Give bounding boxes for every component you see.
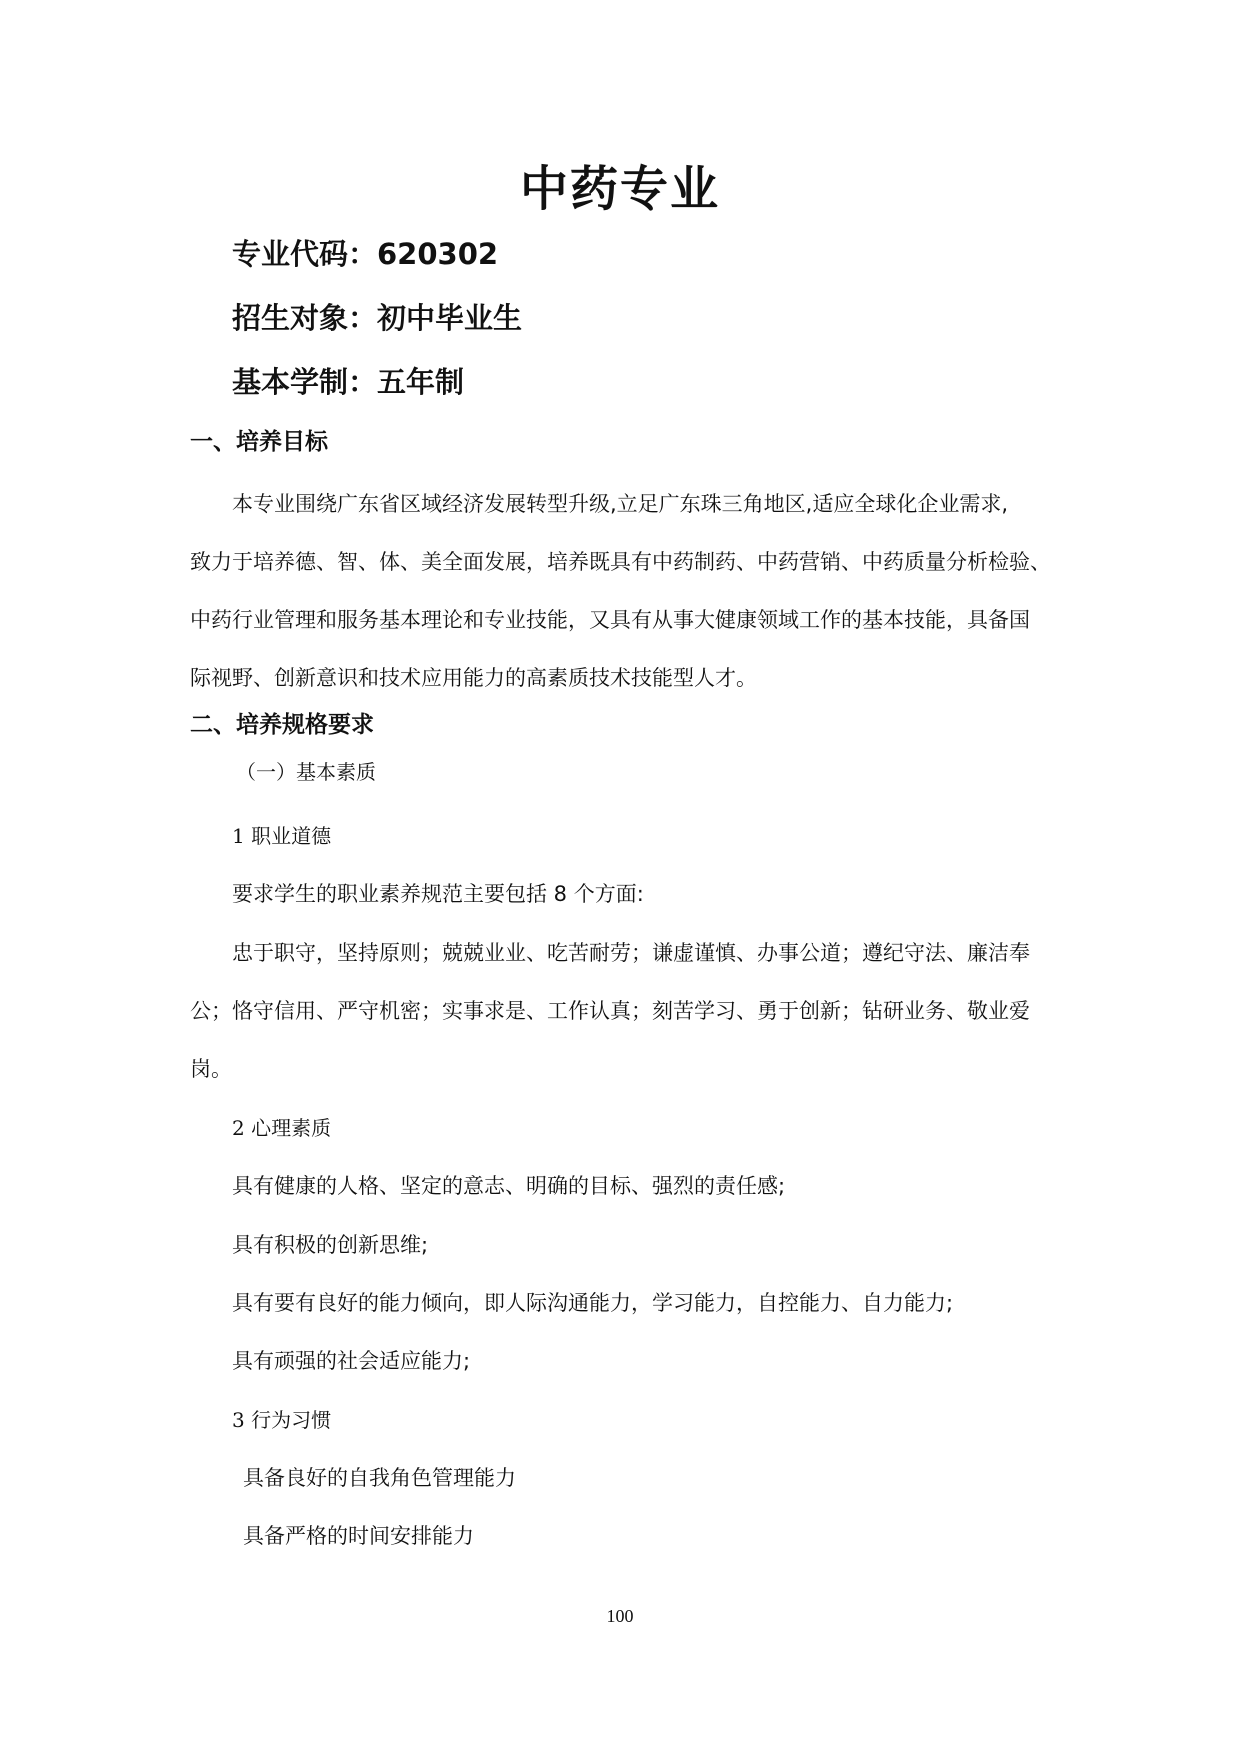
objectives-line: 本专业围绕广东省区域经济发展转型升级,立足广东珠三角地区,适应全球化企业需求, [232,492,1009,516]
section-heading-requirements: 二、培养规格要求 [190,712,374,738]
study-duration: 基本学制：五年制 [232,365,465,399]
ethics-line: 忠于职守，坚持原则；兢兢业业、吃苦耐劳；谦虚谨慎、办事公道；遵纪守法、廉洁奉 [232,941,1030,965]
page-number: 100 [606,1606,634,1626]
ethics-line: 公；恪守信用、严守机密；实事求是、工作认真；刻苦学习、勇于创新；钻研业务、敬业爱 [190,999,1030,1023]
item-title: 2 心理素质 [232,1116,332,1140]
objectives-line: 致力于培养德、智、体、美全面发展，培养既具有中药制药、中药营销、中药质量分析检验、 [190,550,1051,574]
item-intro: 要求学生的职业素养规范主要包括 8 个方面: [232,882,644,906]
objectives-line: 中药行业管理和服务基本理论和专业技能，又具有从事大健康领域工作的基本技能，具备国 [190,608,1030,632]
subsection-heading: （一）基本素质 [236,760,376,784]
objectives-line: 际视野、创新意识和技术应用能力的高素质技术技能型人才。 [190,666,757,690]
item-title: 3 行为习惯 [232,1408,332,1432]
psychology-line: 具有积极的创新思维; [232,1233,429,1257]
ethics-line: 岗。 [190,1057,232,1081]
psychology-line: 具有要有良好的能力倾向，即人际沟通能力，学习能力，自控能力、自力能力; [232,1291,954,1315]
psychology-line: 具有顽强的社会适应能力; [232,1349,471,1373]
psychology-line: 具有健康的人格、坚定的意志、明确的目标、强烈的责任感; [232,1174,786,1198]
behavior-line: 具备严格的时间安排能力 [243,1524,474,1548]
section-heading-objectives: 一、培养目标 [190,429,328,455]
item-title: 1 职业道德 [232,824,332,848]
page-title: 中药专业 [519,161,720,217]
behavior-line: 具备良好的自我角色管理能力 [243,1466,516,1490]
enrollment-target: 招生对象：初中毕业生 [232,301,523,335]
major-code: 专业代码：620302 [232,237,499,271]
